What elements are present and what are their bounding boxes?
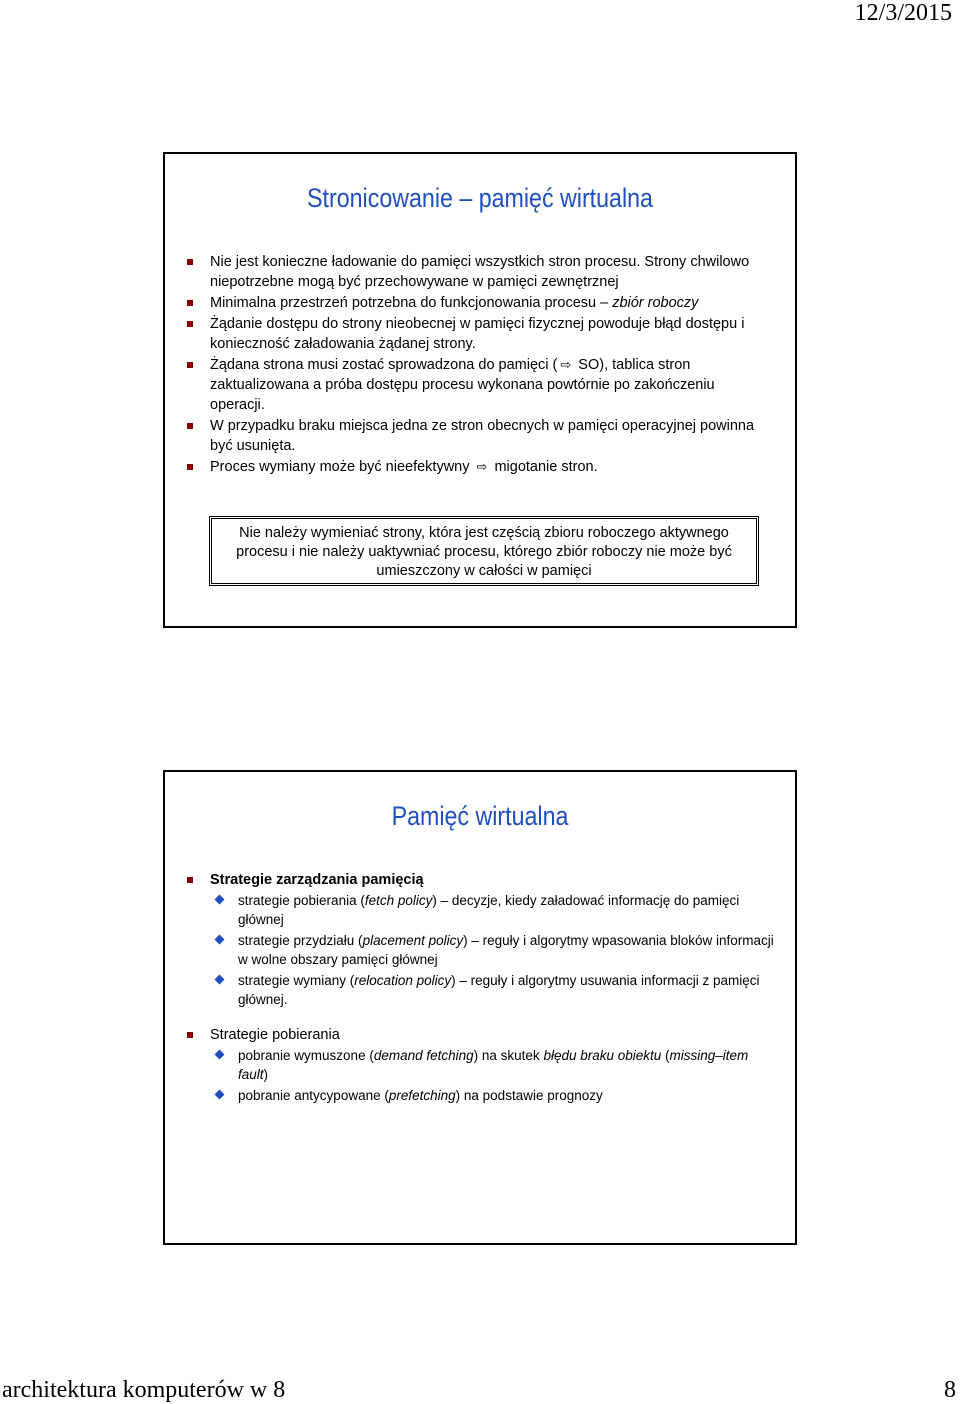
square-bullet-icon [187,464,193,470]
diamond-bullet-icon [215,895,225,905]
bullet-text: Minimalna przestrzeń potrzebna do funkcjonowania procesu – [210,295,613,311]
square-bullet-icon [187,362,193,368]
sub-term: prefetching [388,1088,456,1103]
bullet-term: zbiór roboczy [612,295,699,311]
sub-text: pobranie antycypowane ( [238,1088,389,1103]
sub-text: ) na podstawie prognozy [455,1088,603,1103]
sub-text: ) na skutek [473,1048,544,1063]
list-heading [185,870,775,890]
list-item [185,457,765,477]
bullet-list [185,252,765,478]
sub-term: demand fetching [373,1048,474,1063]
heading-text: Strategie pobierania [210,1027,340,1043]
slide-title: Stronicowanie – pamięć wirtualna [307,183,653,213]
list-item [185,314,765,354]
slide-title: Pamięć wirtualna [391,801,569,831]
diamond-bullet-icon [215,975,225,985]
diamond-bullet-icon [215,1090,225,1100]
square-bullet-icon [187,877,193,883]
list-heading [185,1025,775,1045]
sub-list-item [185,1086,775,1105]
spacer [185,1011,775,1025]
bullet-text: W przypadku braku miejsca jedna ze stron obecnych w pamięci operacyjnej powinna być usunięta. [210,418,755,454]
bullet-text: Żądana strona musi zostać sprowadzona do pamięci ( [210,357,558,373]
sub-list-item [185,1046,775,1084]
sub-list-item [185,971,775,1009]
list-item [185,416,765,456]
square-bullet-icon [187,423,193,429]
note-box: Nie należy wymieniać strony, która jest częścią zbioru roboczego aktywnego procesu i nie należy uaktywniać procesu, którego zbiór roboczy nie może być umieszczony w całości w pamięci [211,518,757,584]
bullet-list [185,870,775,1107]
page-number: 8 [944,1377,956,1403]
square-bullet-icon [187,300,193,306]
bullet-text: SO), tablica stron zaktualizowana a próba dostępu procesu wykonana powtórnie po zakończeniu operacji. [210,357,715,413]
square-bullet-icon [187,1032,193,1038]
list-item [185,252,765,292]
bullet-text: Nie jest konieczne ładowanie do pamięci wszystkich stron procesu. Strony chwilowo niepotrzebne mogą być przechowywane w pamięci zewnętrznej [210,254,750,290]
sub-term: fetch policy [364,893,433,908]
square-bullet-icon [187,321,193,327]
square-bullet-icon [187,259,193,265]
sub-list-item [185,891,775,929]
sub-text: ) – reguły i algorytmy wpasowania bloków informacji w wolne obszary pamięci głównej [238,933,774,967]
sub-text: ( [661,1048,670,1063]
sub-term: placement policy [362,933,464,948]
heading-text: Strategie zarządzania pamięcią [210,872,424,888]
sub-text: strategie pobierania ( [238,893,365,908]
sub-term: błędu braku obiektu [543,1048,662,1063]
arrow-right-icon: ⇨ [476,459,488,474]
footer-course: architektura komputerów w 8 [2,1377,286,1403]
list-item [185,355,765,415]
diamond-bullet-icon [215,1050,225,1060]
sub-text: strategie przydziału ( [238,933,363,948]
sub-term: missing–item fault [238,1048,749,1082]
sub-text: ) [263,1067,269,1082]
sub-text: ) – reguły i algorytmy usuwania informacji z pamięci głównej. [238,973,760,1007]
arrow-right-icon: ⇨ [560,357,572,372]
diamond-bullet-icon [215,935,225,945]
bullet-text: migotanie stron. [490,459,598,475]
sub-text: strategie wymiany ( [238,973,355,988]
sub-term: relocation policy [354,973,452,988]
sub-list-item [185,931,775,969]
sub-text: pobranie wymuszone ( [238,1048,374,1063]
sub-text: ) – decyzje, kiedy załadować informację do pamięci głównej [238,893,740,927]
page-date: 12/3/2015 [854,0,952,26]
list-item [185,293,765,313]
bullet-text: Proces wymiany może być nieefektywny [210,459,474,475]
slide-pamiec-wirtualna [163,770,797,1245]
bullet-text: Żądanie dostępu do strony nieobecnej w pamięci fizycznej powoduje błąd dostępu i konieczność załadowania żądanej strony. [210,316,745,352]
slide-stronicowanie [163,152,797,628]
